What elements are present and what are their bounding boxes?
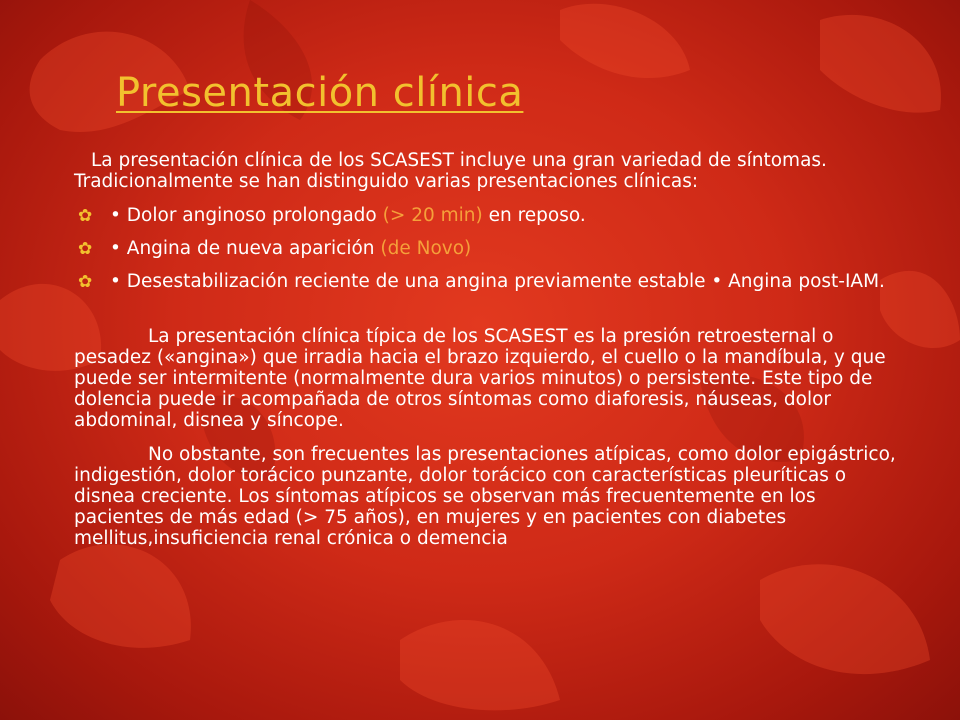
bullet-highlight: (de Novo) [380,238,472,259]
list-item [74,205,904,227]
slide-body [74,150,904,549]
bullet-text: • Dolor anginoso prolongado [110,205,383,226]
flower-bullet-icon: ✿ [78,239,93,259]
presentation-list [74,205,904,293]
list-item [74,238,904,260]
bullet-text: • Desestabilización reciente de una angina previamente estable • Angina post-IAM. [110,271,885,292]
bullet-highlight: (> 20 min) [382,205,483,226]
slide-title[interactable]: Presentación clínica [116,70,524,116]
flower-bullet-icon: ✿ [78,272,93,292]
intro-text: La presentación clínica de los SCASEST incluye una gran variedad de síntomas. Tradicionalmente se han distinguido varias presentaciones clínicas: [74,150,827,192]
bullet-text: • Angina de nueva aparición [110,238,381,259]
atypical-presentation-paragraph: No obstante, son frecuentes las presentaciones atípicas, como dolor epigástrico, indigestión, dolor torácico punzante, dolor torácico con características pleuríticas o disnea creciente. Los síntomas atípicos se observan más frecuentemente en los pacientes de más edad (> 75 años), en mujeres y en pacientes con diabetes mellitus,insuficiencia renal crónica o demencia [74,444,896,549]
bullet-tail: en reposo. [482,205,586,226]
flower-bullet-icon: ✿ [78,206,93,226]
list-item [74,271,904,293]
typical-presentation-paragraph: La presentación clínica típica de los SCASEST es la presión retroesternal o pesadez («angina») que irradia hacia el brazo izquierdo, el cuello o la mandíbula, y que puede ser intermitente (normalmente dura varios minutos) o persistente. Este tipo de dolencia puede ir acompañada de otros síntomas como diaforesis, náuseas, dolor abdominal, disnea y síncope. [74,326,886,431]
